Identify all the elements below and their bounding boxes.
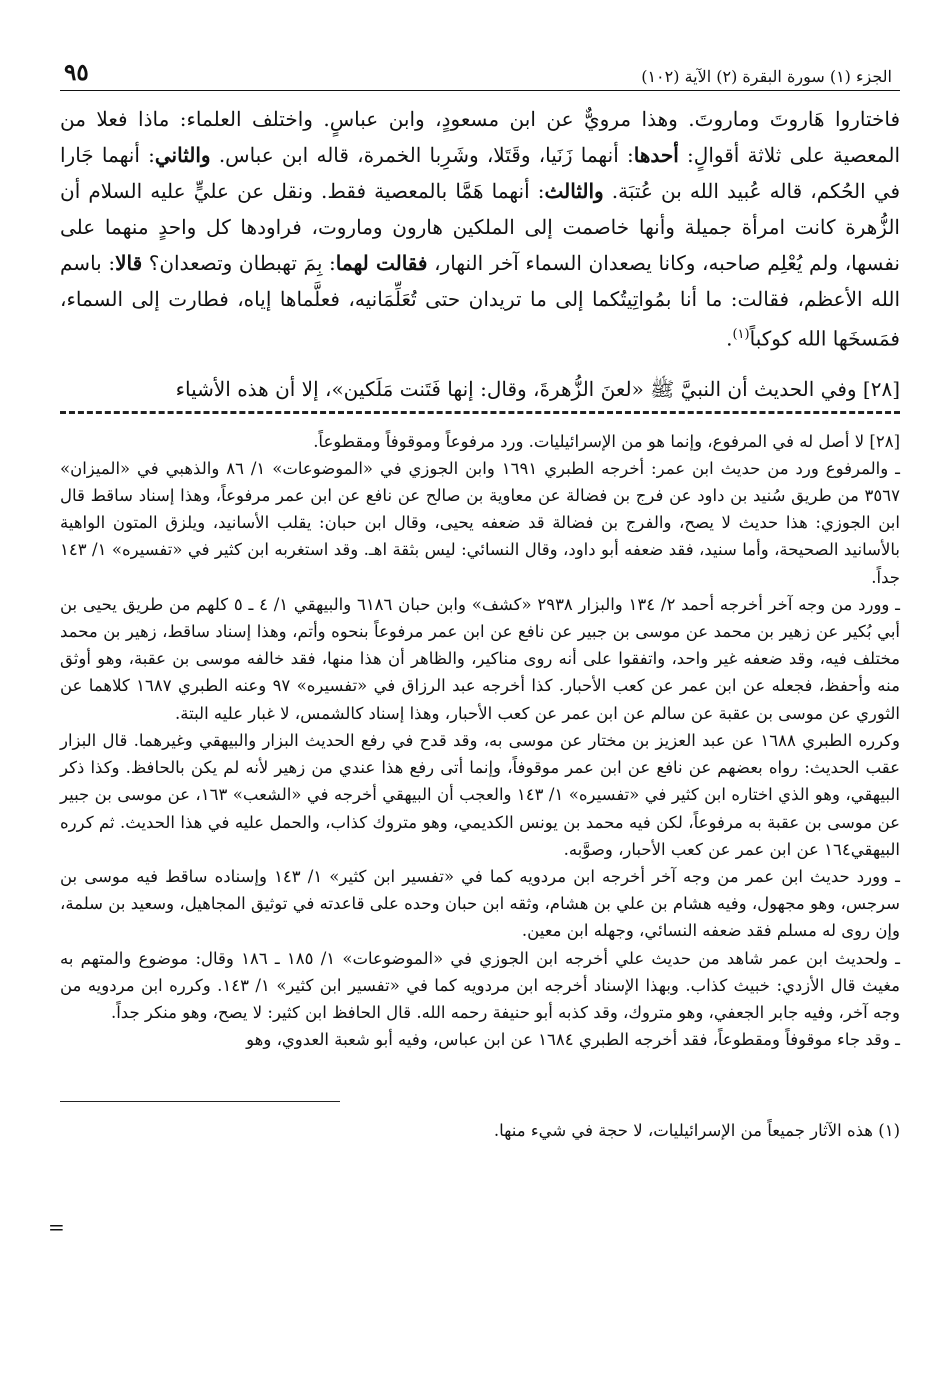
page-header — [60, 52, 900, 91]
note-paragraph: ـ وورد من وجه آخر أخرجه أحمد ٢/ ١٣٤ والبزار ٢٩٣٨ «كشف» وابن حبان ٦١٨٦ والبيهقي ١/ ٤ ـ ٥ كلهم من طريق يحيى بن أبي بُكير عن زهير بن محمد عن موسى بن جبير عن نافع عن ابن عمر مرفوعاً بنحوه وأتم، وهذا إسناد ساقط، زهير بن محمد مختلف فيه، وقد ضعفه غير واحد، واتفقوا على أنه روى مناكير، والظاهر أن هذا منها، فقد خالفه موسى بن عقبة، وهو أوثق منه وأحفظ، فجعله عن ابن عمر عن كعب الأحبار. كذا أخرجه عبد الرزاق في «تفسيره» ٩٧ وعنه الطبري ١٦٨٧ كلاهما عن الثوري عن موسى بن عقبة عن سالم عن ابن عمر عن كعب الأحبار، وهذا إسناد كالشمس، لا غبار عليه البتة. — [60, 594, 900, 723]
page-number: ٩٥ — [64, 59, 89, 86]
note-paragraph: ـ وقد جاء موقوفاً ومقطوعاً، فقد أخرجه الطبري ١٦٨٤ عن ابن عباس، وفيه أبو شعبة العدوي، وهو — [246, 1030, 900, 1050]
footnote-number: (١) — [878, 1121, 900, 1141]
page — [60, 52, 900, 1144]
bold-term: فقالت لهما — [335, 251, 428, 275]
bold-term: والثاني — [154, 143, 211, 167]
continuation-mark: = — [48, 1215, 65, 1239]
notes-separator — [60, 411, 900, 414]
footnote — [60, 1118, 900, 1144]
text-run: فاختاروا هَاروتَ وماروتَ. وهذا مرويٌّ عن ابن مسعودٍ، وابن عباسٍ. واختلف العلماء: ماذا فعلا من المعصية على ثلاثة أقوالٍ: — [60, 107, 901, 167]
main-text — [60, 101, 900, 407]
note-paragraph: ـ والمرفوع ورد من حديث ابن عمر: أخرجه الطبري ١٦٩١ وابن الجوزي في «الموضوعات» ١/ ٨٦ والذهبي في «الميزان» ٣٥٦٧ من طريق سُنيد بن داود عن فرج بن فضالة عن معاوية بن صالح عن نافع عن ابن عمر مرفوعاً، وهذا إسناد ساقط قال ابن الجوزي: هذا حديث لا يصح، والفرج بن فضالة قد ضعفه يحيى، وقال ابن حبان: يقلب الأسانيد، ويلزق المتون الواهية بالأسانيد الصحيحة، وأما سنيد، فقد ضعفه أبو داود، وقال النسائي: ليس بثقة اهـ. وقد استغربه ابن كثير في «تفسيره» ١/ ١٤٣ جداً. — [60, 458, 900, 587]
bold-term: قالا — [115, 251, 143, 275]
text-run: . — [726, 326, 733, 351]
note-paragraph: ـ ولحديث ابن عمر شاهد من حديث علي أخرجه ابن الجوزي في «الموضوعات» ١/ ١٨٥ ـ ١٨٦ وقال: موضوع والمتهم به مغيث قال الأزدي: خبيث كذاب. وبهذا الإسناد أخرجه ابن مردويه كما في «تفسير ابن كثير» ١/ ١٤٣. وكرره ابن مردويه من وجه آخر، وفيه جابر الجعفي، وهو متروك، وقد كذبه أبو حنيفة رحمه الله. قال الحافظ ابن كثير: لا يصح، وهو منكر جداً. — [60, 948, 900, 1022]
note-paragraph: [٢٨] لا أصل له في المرفوع، وإنما هو من الإسرائيليات. ورد مرفوعاً وموقوفاً ومقطوعاً. — [313, 431, 900, 451]
note-paragraph: ـ وورد حديث ابن عمر من وجه آخر أخرجه ابن مردويه كما في «تفسير ابن كثير» ١/ ١٤٣ وإسناده ساقط فيه موسى بن سرجس، وهو مجهول، وفيه هشام بن علي بن هشام، وثقه ابن حبان وحده على قاعدته في توثيق المجاهيل، وسعيد بن سلمة، وإن روى له مسلم فقد ضعفه النسائي، وجهله ابن معين. — [60, 866, 900, 941]
running-head: الجزء (١) سورة البقرة (٢) الآية (١٠٢) — [641, 67, 892, 86]
commentary-notes — [60, 428, 900, 1054]
main-paragraph — [60, 101, 900, 357]
bold-term: أحدها — [633, 143, 679, 167]
footnote-text: هذه الآثار جميعاً من الإسرائيليات، لا حجة في شيء منها. — [493, 1121, 873, 1141]
text-run: : باسم الله الأعظم، فقالت: ما أنا بمُواتِيتُكما إلى ما تريدان حتى تُعَلِّمَانيه، فعلَّماها إياه، فطارت إلى السماء، فمَسخَها الله كوكباً — [60, 251, 900, 351]
note-paragraph: وكرره الطبري ١٦٨٨ عن عبد العزيز بن مختار عن موسى به، وقد قدح في رفع الحديث البزار والبيهقي وغيرهما. قال البزار عقب الحديث: رواه بعضهم عن نافع عن ابن عمر موقوفاً، وإنما أتى رفع هذا عندي من زهير لأنه لم يكن بالحافظ. وكذا ذكر البيهقي، وهو الذي اختاره ابن كثير في «تفسيره» ١/ ١٤٣ والعجب أن البيهقي أخرجه في «الشعب» ١٦٣، عن موسى بن جبير عن موسى بن عقبة به مرفوعاً، لكن فيه محمد بن يونس الكديمي، وهو متروك كذاب، والحمل عليه في هذا الحديث. ثم كرره البيهقي١٦٤ عن ابن عمر عن كعب الأحبار، وصوَّبه. — [60, 730, 900, 859]
text-run: : أنهما زَنَيا، وقَتَلا، وشَرِبا الخمرة، قاله ابن عباس. — [210, 143, 634, 167]
hadith-paragraph: [٢٨] وفي الحديث أن النبيَّ ﷺ «لعنَ الزُّهرةَ، وقال: إنها فَتَنت مَلَكين»، إلا أن هذه الأشياء — [175, 376, 900, 401]
text-run: : أنهما جَارا في الحُكم، قاله عُبيد الله بن عُتبَة. — [60, 143, 900, 203]
text-run: : أنهما هَمَّا بالمعصية فقط. ونقل عن عليٍّ عليه السلام أن الزُّهرة كانت امرأة جميلة وأنها خاصمت إلى الملكين هارون وماروت، فراودها كل واحدٍ منهما على نفسها، ولم يُعْلِم صاحبه، وكانا يصعدان السماء آخر النهار، — [60, 179, 900, 275]
text-run: : بِمَ تهبطان وتصعدان؟ — [142, 251, 336, 275]
bold-term: والثالث — [544, 179, 604, 203]
footnote-rule — [60, 1101, 340, 1102]
footnote-ref[interactable]: (١) — [732, 327, 750, 342]
